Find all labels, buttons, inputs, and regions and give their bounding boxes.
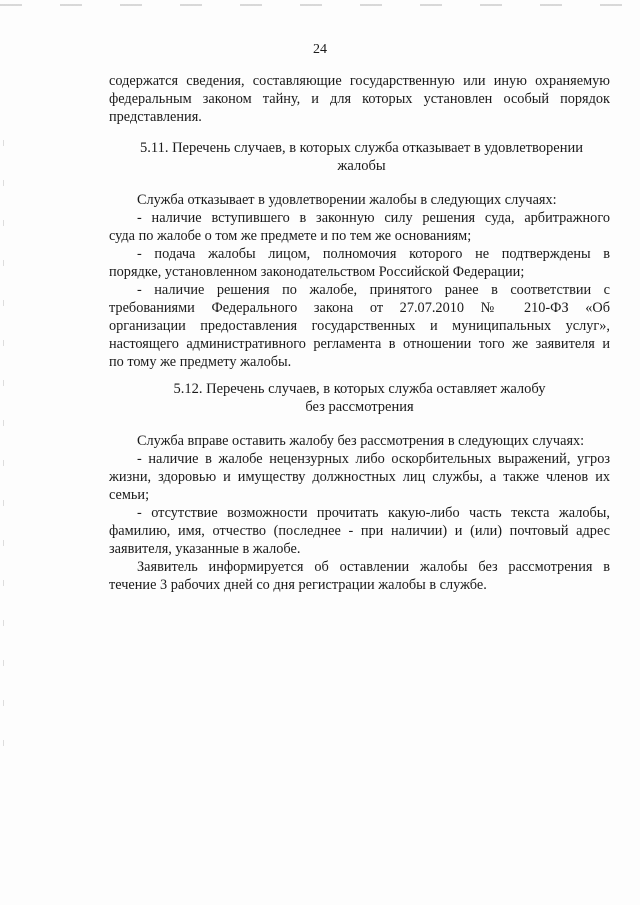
heading-line: 5.12. Перечень случаев, в которых служба оставляет жалобу: [173, 381, 546, 397]
text-line: - наличие решения по жалобе, принятого ранее в соответствии с: [137, 282, 610, 298]
heading-line: 5.11. Перечень случаев, в которых служба отказывает в удовлетворении: [139, 140, 583, 156]
text-line: организации предоставления государственных и муниципальных услуг»,: [109, 318, 610, 334]
scan-artifact-left: [3, 140, 4, 780]
text-line: Заявитель информируется об оставлении жалобы без рассмотрения в: [137, 559, 610, 575]
intro-paragraph: [109, 72, 610, 126]
text-line: Служба отказывает в удовлетворении жалобы в следующих случаях:: [137, 192, 557, 208]
section-5-11-heading: [113, 139, 610, 175]
text-line: Служба вправе оставить жалобу без рассмотрения в следующих случаях:: [137, 433, 585, 449]
text-line: фамилию, имя, отчество (последнее - при наличии) и (или) почтовый адрес: [109, 523, 610, 539]
text-line: течение 3 рабочих дней со дня регистрации жалобы в службе.: [109, 577, 487, 593]
text-line: семьи;: [109, 487, 150, 503]
text-line: настоящего административного регламента в отношении того же заявителя и: [109, 336, 610, 352]
page-number: 24: [313, 42, 327, 57]
text-line: федеральным законом тайну, и для которых установлен особый порядок: [109, 91, 610, 107]
text-line: требованиями Федерального закона от 27.07.2010 № 210-ФЗ «Об: [109, 300, 610, 316]
text-line: - подача жалобы лицом, полномочия которого не подтверждены в: [137, 246, 610, 262]
text-line: - наличие вступившего в законную силу решения суда, арбитражного: [137, 210, 610, 226]
section-5-12-heading: [109, 380, 610, 416]
scan-artifact-top: [0, 4, 640, 6]
section-5-12-body: [109, 432, 610, 594]
text-line: заявителя, указанные в жалобе.: [109, 541, 301, 557]
section-5-11-body: [109, 191, 610, 371]
text-line: представления.: [109, 109, 202, 125]
heading-line: без рассмотрения: [305, 399, 414, 415]
text-line: по тому же предмету жалобы.: [109, 354, 292, 370]
heading-line: жалобы: [337, 158, 386, 174]
text-line: - отсутствие возможности прочитать какую-либо часть текста жалобы,: [137, 505, 610, 521]
text-line: порядке, установленном законодательством Российской Федерации;: [109, 264, 525, 280]
text-line: жизни, здоровью и имуществу должностных лиц службы, а также членов их: [109, 469, 610, 485]
text-line: - наличие в жалобе нецензурных либо оскорбительных выражений, угроз: [137, 451, 610, 467]
text-line: суда по жалобе о том же предмете и по тем же основаниям;: [109, 228, 472, 244]
text-line: содержатся сведения, составляющие государственную или иную охраняемую: [109, 73, 610, 89]
